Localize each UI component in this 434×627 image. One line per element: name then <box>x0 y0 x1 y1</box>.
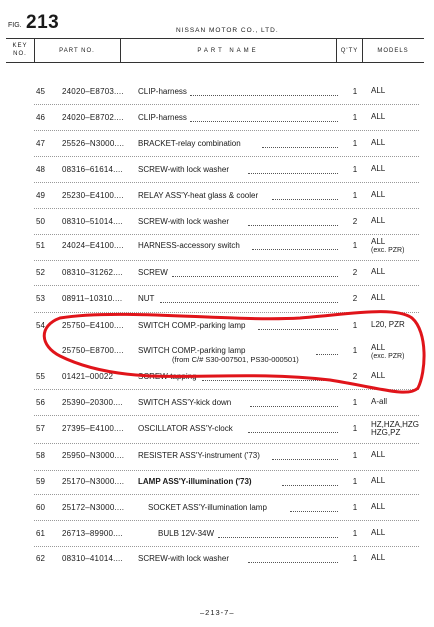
models: ALL <box>371 476 386 485</box>
quantity: 1 <box>352 554 358 563</box>
quantity: 2 <box>352 217 358 226</box>
quantity: 1 <box>352 191 358 200</box>
models: ALL <box>371 190 386 199</box>
part-no: 24020–E8703.... <box>62 87 124 96</box>
quantity: 1 <box>352 241 358 250</box>
key-no: 58 <box>36 451 45 460</box>
part-no: 25950–N3000.... <box>62 451 125 460</box>
part-no: 08316–61614.... <box>62 165 123 174</box>
quantity: 1 <box>352 451 358 460</box>
fig-number: 213 <box>26 12 60 33</box>
quantity: 1 <box>352 346 358 355</box>
models: ALL <box>371 528 386 537</box>
quantity: 2 <box>352 372 358 381</box>
quantity: 2 <box>352 268 358 277</box>
part-no: 01421–00022 <box>62 372 114 381</box>
part-name: OSCILLATOR ASS'Y-clock <box>138 424 233 433</box>
key-no: 52 <box>36 268 45 277</box>
models: ALL <box>371 450 386 459</box>
part-no: 26713–89900.... <box>62 529 123 538</box>
models: ALL <box>371 216 386 225</box>
part-name: BULB 12V-34W <box>158 529 215 538</box>
quantity: 1 <box>352 424 358 433</box>
part-no: 25750–E8700.... <box>62 346 124 355</box>
models: ALL <box>371 267 386 276</box>
part-no: 25172–N3000.... <box>62 503 125 512</box>
models-line-1: HZ,HZA,HZG <box>371 420 419 429</box>
part-no: 25750–E4100.... <box>62 321 124 330</box>
fig-label: FIG. <box>8 22 22 29</box>
page-number: –213-7– <box>200 608 235 617</box>
part-name: CLIP-harness <box>138 113 187 122</box>
models: L20, PZR <box>371 320 405 329</box>
key-no: 51 <box>36 241 45 250</box>
key-no: 48 <box>36 165 45 174</box>
part-name: CLIP-harness <box>138 87 187 96</box>
part-name: BRACKET-relay combination <box>138 139 241 148</box>
part-no: 24024–E4100.... <box>62 241 124 250</box>
part-name: RESISTER ASS'Y-instrument ('73) <box>138 451 260 460</box>
models-line-1: ALL <box>371 237 386 246</box>
models-line-2: (exc. PZR) <box>371 353 405 360</box>
quantity: 2 <box>352 294 358 303</box>
key-no: 61 <box>36 529 45 538</box>
part-no: 08911–10310.... <box>62 294 123 303</box>
part-name: SCREW-with lock washer <box>138 554 229 563</box>
part-no: 08310–41014.... <box>62 554 123 563</box>
models: ALL <box>371 138 386 147</box>
key-no: 59 <box>36 477 45 486</box>
models: ALL <box>371 293 386 302</box>
part-no: 25390–20300.... <box>62 398 123 407</box>
key-no: 56 <box>36 398 45 407</box>
part-no: 25230–E4100.... <box>62 191 124 200</box>
column-header-qty-text: Q'TY <box>340 48 359 54</box>
models-line-1: ALL <box>371 343 386 352</box>
key-no: 53 <box>36 294 45 303</box>
column-header-key-no-text: KEY NO. <box>12 43 28 57</box>
part-no: 24020–E8702.... <box>62 113 124 122</box>
part-name: SWITCH COMP.-parking lamp <box>138 321 246 330</box>
key-no: 60 <box>36 503 45 512</box>
models-line-2: HZG,PZ <box>371 428 401 437</box>
quantity: 1 <box>352 503 358 512</box>
key-no: 49 <box>36 191 45 200</box>
quantity: 1 <box>352 113 358 122</box>
part-name-note: (from C/# S30-007501, PS30-000501) <box>172 355 299 364</box>
models-line-2: (exc. PZR) <box>371 247 405 254</box>
quantity: 1 <box>352 165 358 174</box>
quantity: 1 <box>352 477 358 486</box>
column-header-models-text: MODELS <box>377 48 409 54</box>
models: ALL <box>371 502 386 511</box>
company-name: NISSAN MOTOR CO., LTD. <box>176 27 279 34</box>
part-no: 08310–31262.... <box>62 268 123 277</box>
key-no: 62 <box>36 554 45 563</box>
quantity: 1 <box>352 139 358 148</box>
models: A-all <box>371 397 388 406</box>
models: ALL <box>371 164 386 173</box>
part-name: LAMP ASS'Y-illumination ('73) <box>138 477 252 486</box>
part-name: SCREW <box>138 268 168 277</box>
part-name: SCREW-with lock washer <box>138 165 229 174</box>
part-name: SWITCH COMP.-parking lamp <box>138 346 246 355</box>
column-header-part-no-text: PART NO. <box>59 48 95 54</box>
part-name: HARNESS-accessory switch <box>138 241 240 250</box>
part-no: 25526–N3000.... <box>62 139 125 148</box>
key-no: 55 <box>36 372 45 381</box>
part-no: 27395–E4100.... <box>62 424 124 433</box>
key-no: 54 <box>36 321 45 330</box>
part-no: 25170–N3000.... <box>62 477 125 486</box>
part-name: SOCKET ASS'Y-illumination lamp <box>148 503 267 512</box>
part-name: NUT <box>138 294 155 303</box>
models: ALL <box>371 371 386 380</box>
part-name: RELAY ASS'Y-heat glass & cooler <box>138 191 259 200</box>
key-no: 57 <box>36 424 45 433</box>
key-no: 47 <box>36 139 45 148</box>
column-header-part-name-text: PART NAME <box>197 48 259 54</box>
key-no: 50 <box>36 217 45 226</box>
models: ALL <box>371 86 386 95</box>
quantity: 1 <box>352 529 358 538</box>
part-name: SCREW-tapping <box>138 372 197 381</box>
models: ALL <box>371 112 386 121</box>
key-no: 45 <box>36 87 45 96</box>
part-name: SWITCH ASS'Y-kick down <box>138 398 232 407</box>
quantity: 1 <box>352 321 358 330</box>
key-no: 46 <box>36 113 45 122</box>
part-no: 08310–51014.... <box>62 217 123 226</box>
quantity: 1 <box>352 87 358 96</box>
quantity: 1 <box>352 398 358 407</box>
part-name: SCREW-with lock washer <box>138 217 229 226</box>
models: ALL <box>371 553 386 562</box>
